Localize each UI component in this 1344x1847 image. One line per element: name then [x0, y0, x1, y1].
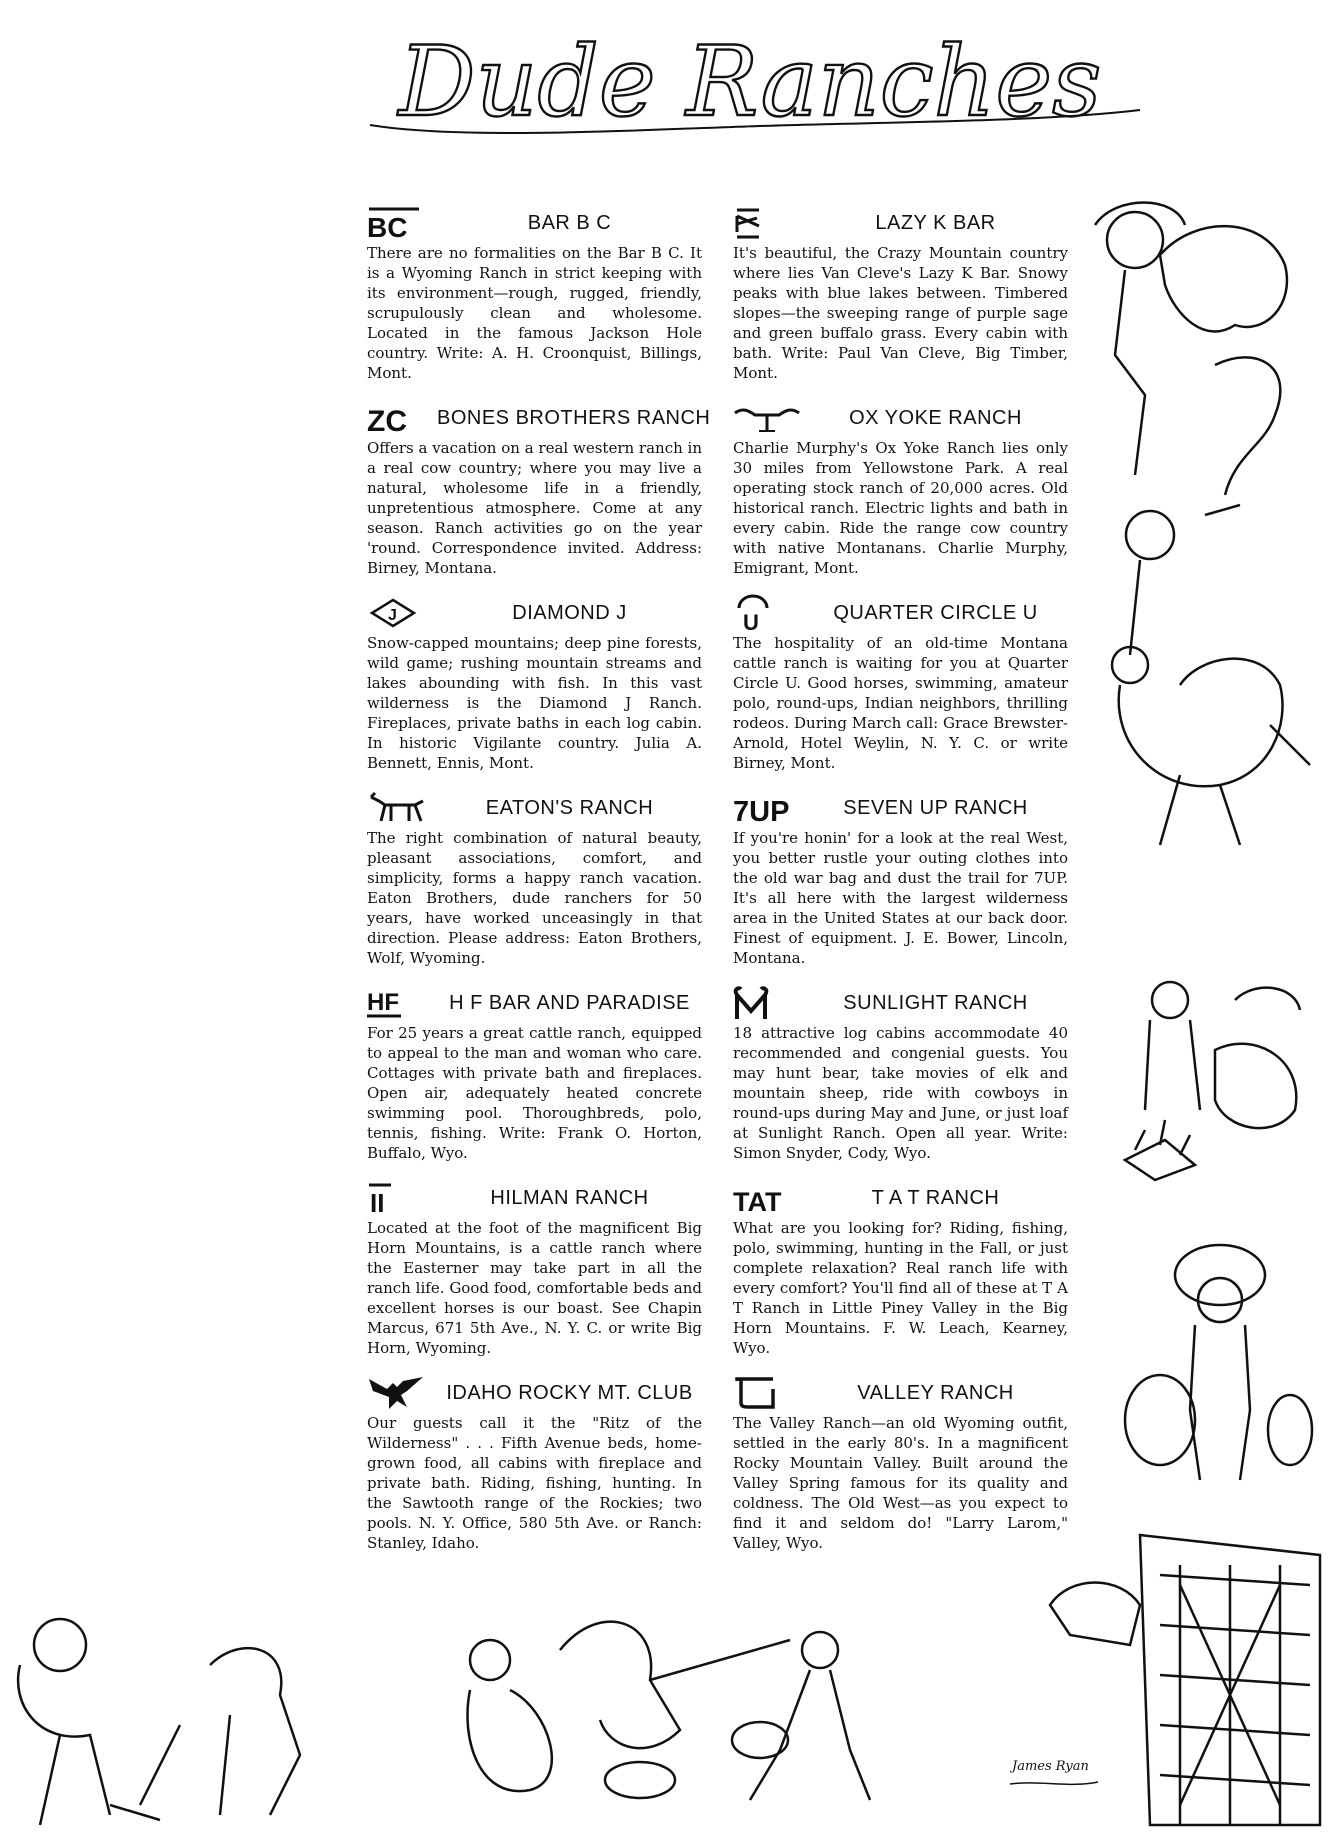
- sunlight-brand: [733, 986, 803, 1020]
- ranch-entry-seven-up: [733, 790, 1068, 985]
- ranch-description: It's beautiful, the Crazy Mountain country where lies Van Cleve's Lazy K Bar. Snowy peaks with blue lakes between. Timbered slopes—the sweeping range of purple sage and green buffalo grass. Every cabin with bath. Write: Paul Van Cleve, Big Timber, Mont.: [733, 244, 1068, 382]
- svg-text:K: K: [733, 206, 734, 207]
- ranch-name: BAR B C: [527, 211, 612, 234]
- valley-brand-icon: [733, 1376, 803, 1410]
- ox-yoke-brand-icon: [733, 401, 803, 435]
- 7up-brand: [733, 791, 803, 825]
- cowboy-with-pony-illustration: [1065, 195, 1315, 525]
- campfire-scene-illustration: [1105, 970, 1315, 1190]
- svg-text:James Ryan: James Ryan: [1012, 1759, 1089, 1774]
- ranch-entry-idaho-rocky: [367, 1375, 702, 1570]
- cowboy-with-horse-illustration: [0, 1605, 330, 1845]
- ranch-description: The Valley Ranch—an old Wyoming outfit, settled in the early 80's. In a magnificent Rocky Mountain Valley. Built around the Valley Spring famous for its quality and coldness. The Old West—as you expect to find it and seldom do! "Larry Larom," Valley, Wyo.: [733, 1414, 1068, 1552]
- ranch-entry-bar-b-c: [367, 205, 702, 400]
- ranch-entry-lazy-k-bar: [733, 205, 1068, 400]
- ranch-entry-hilman: [367, 1180, 702, 1375]
- ranch-name: LAZY K BAR: [875, 211, 996, 234]
- page-title-text: Dude Ranches: [398, 30, 1102, 138]
- ranch-description: Our guests call it the "Ritz of the Wilderness" . . . Fifth Avenue beds, home-grown food, all cabins with fireplace and private bath. Riding, fishing, hunting. In the Sawtooth range of the Rockies; two pools. N. Y. Office, 580 5th Ave. or Ranch: Stanley, Idaho.: [367, 1414, 702, 1552]
- ranch-description: Charlie Murphy's Ox Yoke Ranch lies only 30 miles from Yellowstone Park. A real operating stock ranch of 20,000 acres. Old historical ranch. Electric lights and bath in every cabin. Ride the range cow country with native Montanans. Charlie Murphy, Emigrant, Mont.: [733, 439, 1068, 577]
- ranch-name: QUARTER CIRCLE U: [833, 601, 1038, 624]
- cowboy-with-lasso-illustration: [1120, 1230, 1320, 1490]
- ranch-entry-sunlight: [733, 985, 1068, 1180]
- lazy-k-brand: [733, 206, 803, 240]
- diamond-j-brand: [367, 596, 437, 630]
- ranch-description: There are no formalities on the Bar B C. It is a Wyoming Ranch in strict keeping with its environment—rough, rugged, friendly, scrupulously clean and wholesome. Located in the famous Jackson Hole country. Write: A. H. Croonquist, Billings, Mont.: [367, 244, 702, 382]
- tat-brand: [733, 1181, 803, 1215]
- svg-text:U: U: [743, 610, 759, 632]
- ranch-name: H F BAR AND PARADISE: [449, 991, 690, 1014]
- eagle-icon: [367, 1376, 437, 1410]
- ranch-name: OX YOKE RANCH: [849, 406, 1022, 429]
- ranch-name: T A T RANCH: [871, 1186, 1000, 1209]
- bucking-horse-rider-illustration: [1100, 505, 1320, 865]
- ranch-name: EATON'S RANCH: [485, 796, 654, 819]
- ranch-description: The hospitality of an old-time Montana cattle ranch is waiting for you at Quarter Circle U. Good horses, swimming, amateur polo, round-ups, Indian neighbors, thrilling rodeos. During March call: Grace Brewster-Arnold, Hotel Weylin, N. Y. C. or write Birney, Mont.: [733, 634, 1068, 772]
- svg-text:ZC: ZC: [367, 405, 407, 435]
- zc-brand: [367, 401, 437, 435]
- ranch-entry-h-f-bar: [367, 985, 702, 1180]
- ranch-entry-quarter-circle-u: [733, 595, 1068, 790]
- ranch-name: SEVEN UP RANCH: [843, 796, 1028, 819]
- ranch-name: IDAHO ROCKY MT. CLUB: [446, 1381, 693, 1404]
- ranch-entry-t-a-t: [733, 1180, 1068, 1375]
- hf-brand: [367, 986, 437, 1020]
- ranch-description: For 25 years a great cattle ranch, equipped to appeal to the man and woman who care. Cottages with private bath and fireplaces. Open air, adequately heated concrete swimming pool. Thoroughbreds, polo, tennis, fishing. Write: Frank O. Horton, Buffalo, Wyo.: [367, 1024, 702, 1162]
- ranch-entry-diamond-j: [367, 595, 702, 790]
- ranch-description: What are you looking for? Riding, fishing, polo, swimming, hunting in the Fall, or just complete relaxation? Real ranch life with every comfort? You'll find all of these at T A T Ranch in Little Piney Valley in the Big Horn Mountains. F. W. Leach, Kearney, Wyo.: [733, 1219, 1068, 1357]
- artist-signature: [1010, 1740, 1100, 1800]
- right-column: [733, 205, 1068, 1570]
- ranch-description: Located at the foot of the magnificent Big Horn Mountains, is a cattle ranch where the Easterner may take part in all the ranch life. Good food, comfortable beds and excellent horses is our boast. See Chapin Marcus, 671 5th Ave., N. Y. C. or write Big Horn, Wyoming.: [367, 1219, 702, 1357]
- ranch-entry-bones-brothers: [367, 400, 711, 595]
- hilman-brand: [367, 1181, 437, 1215]
- ranch-name: SUNLIGHT RANCH: [843, 991, 1028, 1014]
- ranch-description: 18 attractive log cabins accommodate 40 recommended and congenial guests. You may hunt bear, take movies of elk and mountain sheep, ride with cowboys in round-ups during May and June, or just loaf at Sunlight Ranch. Open all year. Write: Simon Snyder, Cody, Wyo.: [733, 1024, 1068, 1162]
- ranch-name: BONES BROTHERS RANCH: [437, 406, 711, 429]
- svg-text:J: J: [388, 607, 397, 624]
- horse-brand-icon: [367, 791, 437, 825]
- roping-horse-scene-illustration: [430, 1590, 910, 1820]
- ranch-entry-valley: [733, 1375, 1068, 1570]
- svg-text:BC: BC: [367, 212, 408, 240]
- ranch-name: DIAMOND J: [512, 601, 627, 624]
- ranch-entry-ox-yoke: [733, 400, 1068, 595]
- svg-text:HF: HF: [367, 989, 399, 1016]
- ranch-description: If you're honin' for a look at the real West, you better rustle your outing clothes into the old war bag and dust the trail for 7UP. It's all here with the largest wilderness area in the United States at our back door. Finest of equipment. J. E. Bower, Lincoln, Montana.: [733, 829, 1068, 967]
- svg-text:TAT: TAT: [733, 1187, 782, 1215]
- ranch-description: The right combination of natural beauty, pleasant associations, comfort, and simplicity, forms a happy ranch vacation. Eaton Brothers, dude ranchers for 50 years, have worked unceasingly in that direction. Please address: Eaton Brothers, Wolf, Wyoming.: [367, 829, 702, 967]
- ranch-description: Offers a vacation on a real western ranch in a real cow country; where you may live a natural, wholesome life in a friendly, unpretentious atmosphere. Come at any season. Ranch activities go on the year 'round. Correspondence invited. Address: Birney, Montana.: [367, 439, 702, 577]
- bar-b-c-brand: [367, 206, 437, 240]
- ranch-name: VALLEY RANCH: [857, 1381, 1014, 1404]
- svg-text:M: M: [733, 985, 734, 986]
- ranch-entry-eatons: [367, 790, 702, 985]
- quarter-circle-u-brand: [733, 596, 803, 630]
- ranch-description: Snow-capped mountains; deep pine forests, wild game; rushing mountain streams and lakes abounding with fish. In this vast wilderness is the Diamond J Ranch. Fireplaces, private baths in each log cabin. In historic Vigilante country. Julia A. Bennett, Ennis, Mont.: [367, 634, 702, 772]
- left-column: [367, 205, 711, 1570]
- svg-text:II: II: [370, 1188, 385, 1215]
- svg-text:7UP: 7UP: [733, 796, 790, 825]
- ranch-name: HILMAN RANCH: [490, 1186, 649, 1209]
- page-title: [340, 30, 1160, 150]
